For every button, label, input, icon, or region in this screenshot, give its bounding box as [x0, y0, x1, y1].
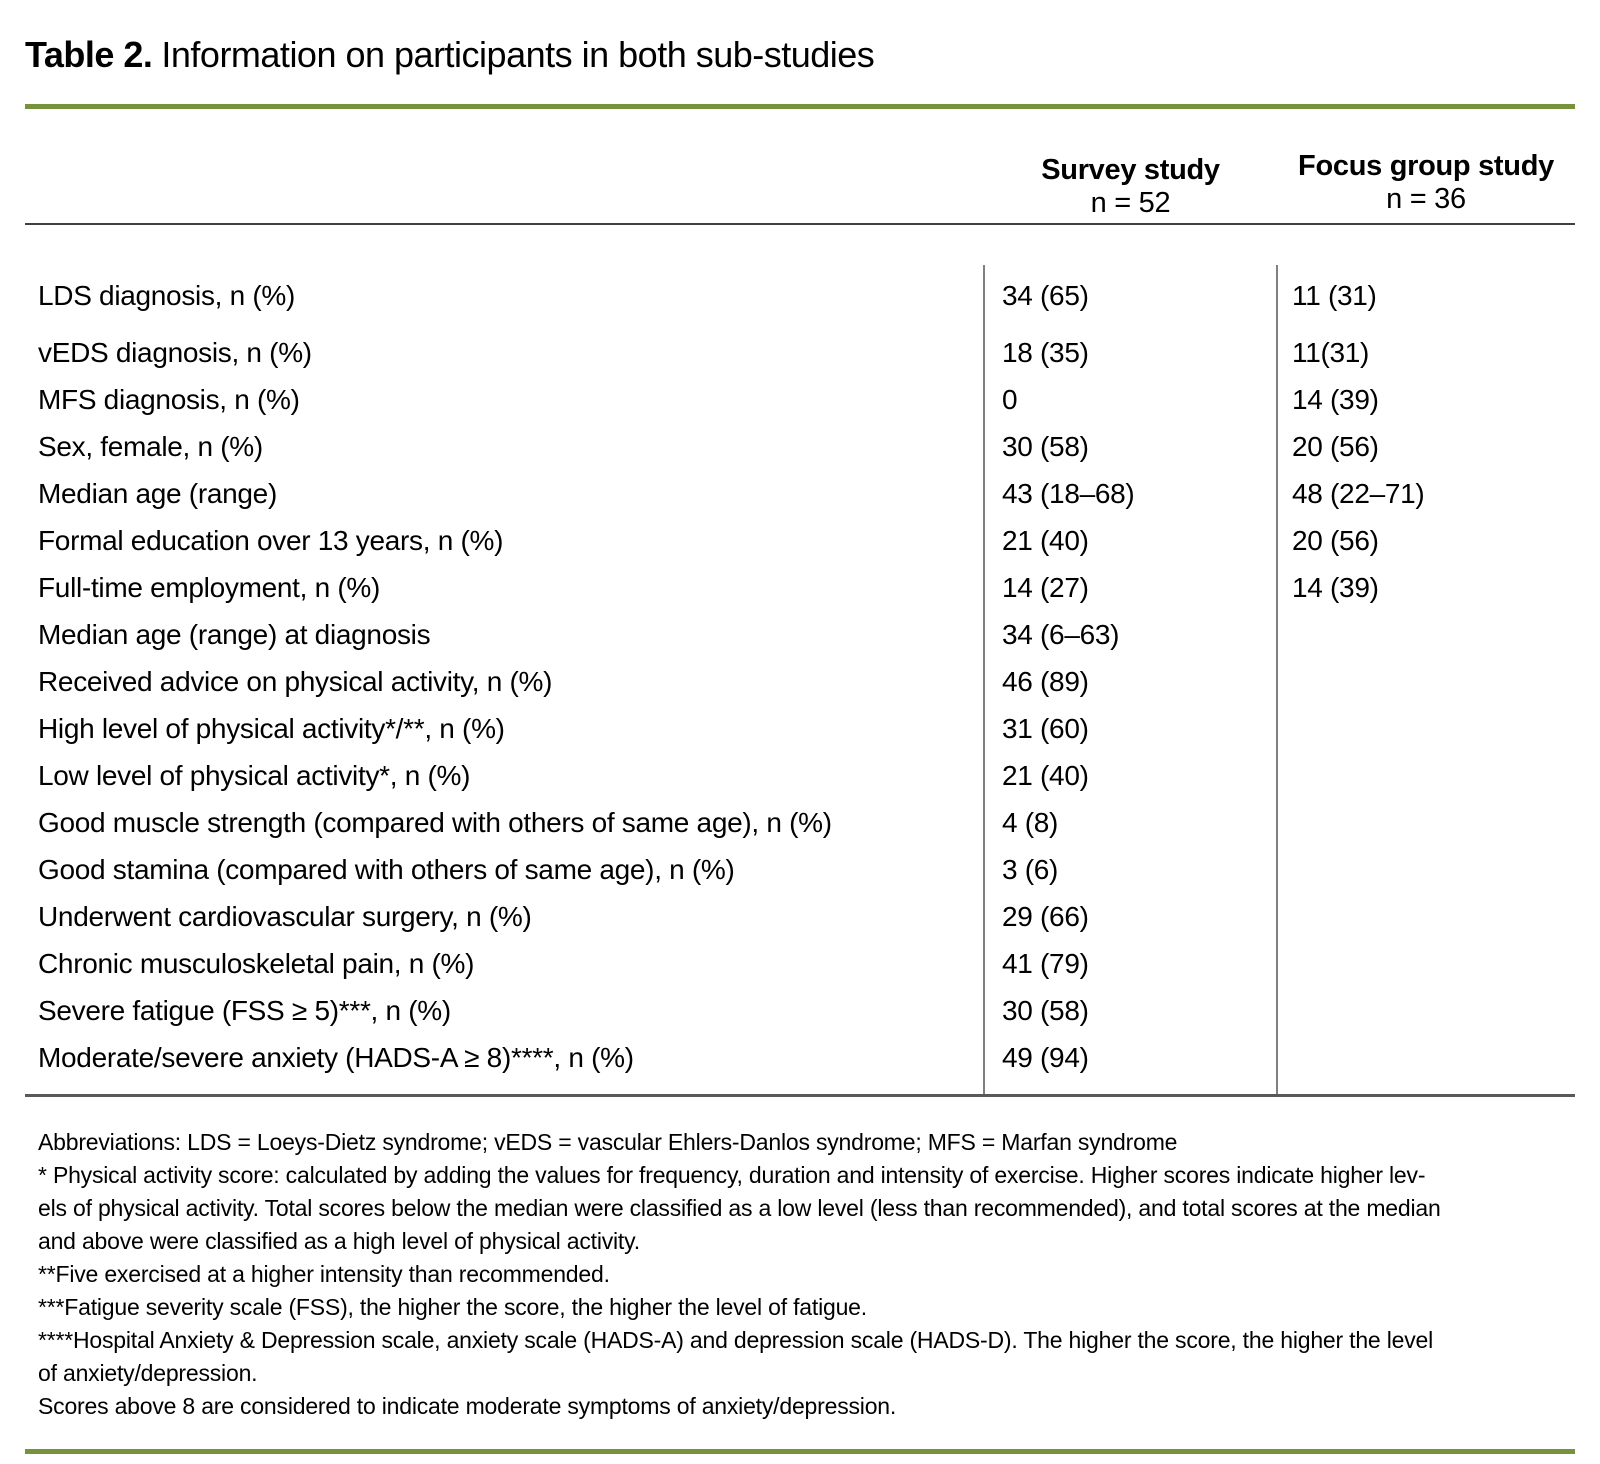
survey-value: 4 (8) [1002, 807, 1059, 838]
column-header-survey-name: Survey study [1041, 154, 1220, 186]
table-row [25, 705, 1575, 752]
row-label: vEDS diagnosis, n (%) [38, 337, 312, 368]
survey-value: 21 (40) [1002, 525, 1089, 556]
column-header-focus-n: n = 36 [1386, 183, 1466, 215]
row-label: Good stamina (compared with others of same age), n (%) [38, 854, 735, 885]
focus-value [1277, 705, 1575, 752]
row-label: LDS diagnosis, n (%) [38, 280, 296, 311]
footnote-asterisk-line2: els of physical activity. Total scores below the median were classified as a low level (less than recommended), and total scores at the median [38, 1195, 1441, 1221]
table-row [25, 752, 1575, 799]
survey-value: 41 (79) [1002, 948, 1089, 979]
row-label: Chronic musculoskeletal pain, n (%) [38, 948, 475, 979]
table-row [25, 376, 1575, 423]
footnote-triple-asterisk: ***Fatigue severity scale (FSS), the higher the score, the higher the level of fatigue. [38, 1294, 867, 1320]
survey-value: 18 (35) [1002, 337, 1089, 368]
focus-value [1277, 893, 1575, 940]
row-label: Sex, female, n (%) [38, 431, 263, 462]
focus-value: 14 (39) [1292, 384, 1379, 415]
focus-value: 11 (31) [1292, 280, 1377, 311]
table-row [25, 329, 1575, 376]
footnote-quadruple-asterisk-line1: ****Hospital Anxiety & Depression scale, anxiety scale (HADS-A) and depression scale (HADS-D). The higher the score, the higher the level [38, 1327, 1434, 1353]
focus-value [1277, 846, 1575, 893]
row-label: Full-time employment, n (%) [38, 572, 380, 603]
table-caption-text: Information on participants in both sub-studies [161, 34, 875, 75]
table-row [25, 893, 1575, 940]
row-label: Median age (range) at diagnosis [38, 619, 431, 650]
survey-value: 29 (66) [1002, 901, 1089, 932]
focus-value [1277, 658, 1575, 705]
column-header-focus-group-study [1277, 150, 1575, 216]
bottom-accent-rule [25, 1449, 1575, 1454]
footnotes [38, 1126, 1583, 1423]
focus-value: 14 (39) [1292, 572, 1379, 603]
row-label: Median age (range) [38, 478, 277, 509]
table-row [25, 1034, 1575, 1081]
survey-value: 30 (58) [1002, 995, 1089, 1026]
column-divider-right [1276, 265, 1278, 1094]
table-bottom-rule [25, 1094, 1575, 1097]
row-label: Good muscle strength (compared with others of same age), n (%) [38, 807, 832, 838]
table-row [25, 470, 1575, 517]
survey-value: 49 (94) [1002, 1042, 1089, 1073]
table-row [25, 272, 1575, 319]
row-label: Underwent cardiovascular surgery, n (%) [38, 901, 532, 932]
table-row [25, 940, 1575, 987]
row-label: Low level of physical activity*, n (%) [38, 760, 471, 791]
column-divider-left [983, 265, 985, 1094]
focus-value: 48 (22–71) [1292, 478, 1425, 509]
survey-value: 3 (6) [1002, 854, 1059, 885]
top-accent-rule [25, 104, 1575, 109]
row-label: Moderate/severe anxiety (HADS-A ≥ 8)****, n (%) [38, 1042, 634, 1073]
footnote-asterisk-line3: and above were classified as a high level of physical activity. [38, 1228, 640, 1254]
survey-value: 21 (40) [1002, 760, 1089, 791]
column-header-focus-name: Focus group study [1298, 150, 1554, 182]
footnote-abbreviations: Abbreviations: LDS = Loeys-Dietz syndrome; vEDS = vascular Ehlers-Danlos syndrome; MFS = Marfan syndrome [38, 1129, 1178, 1155]
table-row [25, 423, 1575, 470]
row-label: Formal education over 13 years, n (%) [38, 525, 504, 556]
focus-value [1277, 799, 1575, 846]
footnote-scores-note: Scores above 8 are considered to indicate moderate symptoms of anxiety/depression. [38, 1393, 897, 1419]
table-row [25, 564, 1575, 611]
table-row [25, 517, 1575, 564]
survey-value: 43 (18–68) [1002, 478, 1135, 509]
survey-value: 34 (6–63) [1002, 619, 1120, 650]
focus-value [1277, 987, 1575, 1034]
focus-value: 20 (56) [1292, 525, 1379, 556]
focus-value: 11(31) [1292, 337, 1370, 368]
table-caption [25, 34, 874, 76]
column-header-survey-study [984, 154, 1277, 220]
survey-value: 0 [1002, 384, 1018, 415]
table-row [25, 846, 1575, 893]
column-header-survey-n: n = 52 [1090, 187, 1171, 219]
footnote-double-asterisk: **Five exercised at a higher intensity than recommended. [38, 1261, 610, 1287]
footnote-asterisk-line1: * Physical activity score: calculated by adding the values for frequency, duration and intensity of exercise. Higher scores indicate higher lev- [38, 1162, 1426, 1188]
row-label: High level of physical activity*/**, n (%) [38, 713, 505, 744]
row-label: MFS diagnosis, n (%) [38, 384, 300, 415]
row-label: Severe fatigue (FSS ≥ 5)***, n (%) [38, 995, 451, 1026]
table-body [25, 224, 1575, 1081]
survey-value: 46 (89) [1002, 666, 1089, 697]
focus-value [1277, 611, 1575, 658]
survey-value: 30 (58) [1002, 431, 1089, 462]
survey-value: 14 (27) [1002, 572, 1089, 603]
table-row [25, 987, 1575, 1034]
survey-value: 34 (65) [1002, 280, 1089, 311]
focus-value [1277, 1034, 1575, 1081]
table-number: Table 2. [25, 34, 153, 75]
survey-value: 31 (60) [1002, 713, 1089, 744]
focus-value: 20 (56) [1292, 431, 1379, 462]
table-row [25, 658, 1575, 705]
table-row [25, 611, 1575, 658]
row-label: Received advice on physical activity, n (%) [38, 666, 553, 697]
table-row [25, 799, 1575, 846]
focus-value [1277, 940, 1575, 987]
footnote-quadruple-asterisk-line2: of anxiety/depression. [38, 1360, 258, 1386]
focus-value [1277, 752, 1575, 799]
